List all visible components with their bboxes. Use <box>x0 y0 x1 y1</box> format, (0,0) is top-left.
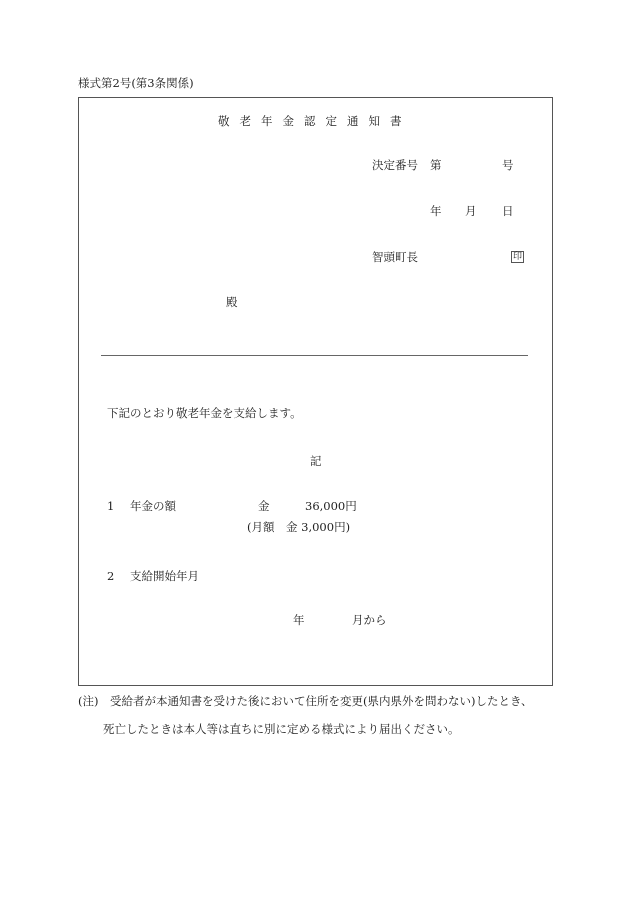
issuer-title: 智頭町長 <box>372 250 418 264</box>
date-year: 年 <box>430 204 442 218</box>
item-2-month-from: 月から <box>352 613 387 627</box>
decision-number-prefix: 第 <box>430 158 442 172</box>
document-title: 敬老年金認定通知書 <box>218 114 412 128</box>
item-2-year: 年 <box>293 613 305 627</box>
item-1-number: 1 <box>107 499 115 513</box>
decision-number-suffix: 号 <box>502 158 514 172</box>
item-1-currency: 金 <box>258 499 270 513</box>
notice-frame <box>78 97 553 686</box>
note-line-2: 死亡したときは本人等は直ちに別に定める様式により届出ください。 <box>103 722 460 736</box>
item-1-amount: 36,000円 <box>305 499 357 513</box>
addressee-suffix: 殿 <box>226 295 238 309</box>
date-month: 月 <box>465 204 477 218</box>
seal-mark: 印 <box>513 252 523 262</box>
decision-number-label: 決定番号 <box>372 158 418 172</box>
item-1-label: 年金の額 <box>130 499 176 513</box>
date-day: 日 <box>502 204 514 218</box>
item-2-number: 2 <box>107 569 115 583</box>
ki-heading: 記 <box>310 454 322 468</box>
form-label: 様式第2号(第3条関係) <box>78 76 194 90</box>
item-1-monthly: (月額 金 3,000円) <box>247 520 351 534</box>
divider <box>101 355 528 356</box>
item-2-label: 支給開始年月 <box>130 569 199 583</box>
note-line-1: (注) 受給者が本通知書を受けた後において住所を変更(県内県外を問わない)したとき、 <box>78 694 533 708</box>
intro-text: 下記のとおり敬老年金を支給します。 <box>107 406 302 420</box>
